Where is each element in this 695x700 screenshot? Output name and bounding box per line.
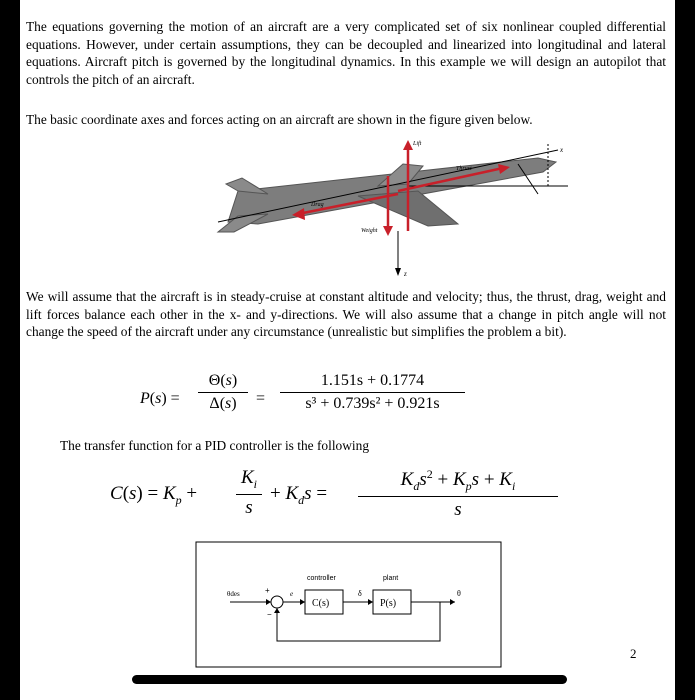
page-number: 2 xyxy=(630,646,637,661)
tail-fin xyxy=(226,178,268,194)
error-label: e xyxy=(290,590,294,598)
aircraft-figure xyxy=(198,136,578,284)
sum-minus: − xyxy=(267,610,272,619)
controller-text: C(s) xyxy=(312,598,330,609)
plant-equation: P(s) = Θ(s) Δ(s) = 1.151s + 0.1774 s³ + 0.739s² + 0.921s xyxy=(140,372,470,432)
controller-caption: controller xyxy=(307,575,336,582)
feedback-block-diagram xyxy=(195,541,502,668)
horizontal-scrollbar[interactable] xyxy=(132,675,567,684)
weight-label: Weight xyxy=(361,228,378,234)
pid-paragraph: The transfer function for a PID controller is the following xyxy=(60,438,370,453)
x-axis-label: x xyxy=(560,146,564,154)
plant-text: P(s) xyxy=(380,598,397,609)
pid-equation: $C(s) = K_p$ + $K_i$ s + $K_ds$ = $K_ds^2 + K_ps + K_i$ s xyxy=(110,467,570,527)
thrust-label: Thrust xyxy=(456,166,472,172)
output-label: θ xyxy=(457,589,461,598)
drag-label: Drag xyxy=(311,202,324,208)
summing-junction xyxy=(271,596,283,608)
plant-caption: plant xyxy=(383,575,399,582)
z-axis-label: z xyxy=(404,270,407,278)
plant-denominator: s³ + 0.739s² + 0.921s xyxy=(305,395,440,412)
axes-paragraph: The basic coordinate axes and forces acting on an aircraft are shown in the figure given below. xyxy=(26,112,533,127)
assumption-paragraph: We will assume that the aircraft is in steady-cruise at constant altitude and velocity; thus, the thrust, drag, weight and lift forces balance each other in the x- and y-directions. We will also assume that a change in pitch angle will not change the speed of the aircraft under any circumstance (unrealistic but simplifies the problem a bit). xyxy=(26,289,666,340)
document-sheet xyxy=(20,0,675,700)
intro-paragraph: The equations governing the motion of an aircraft are a very complicated set of six nonlinear coupled differential equations. However, under certain assumptions, they can be decoupled and linearized into longitudinal and lateral equations. Aircraft pitch is governed by the longitudinal dynamics. In this example we will design an autopilot that controls the pitch of an aircraft. xyxy=(26,19,666,87)
input-label: θdes xyxy=(227,590,240,598)
sum-plus: + xyxy=(265,586,270,595)
plant-numerator: 1.151s + 0.1774 xyxy=(320,372,425,389)
lift-label: Lift xyxy=(413,141,422,147)
delta-label: δ xyxy=(358,589,362,598)
